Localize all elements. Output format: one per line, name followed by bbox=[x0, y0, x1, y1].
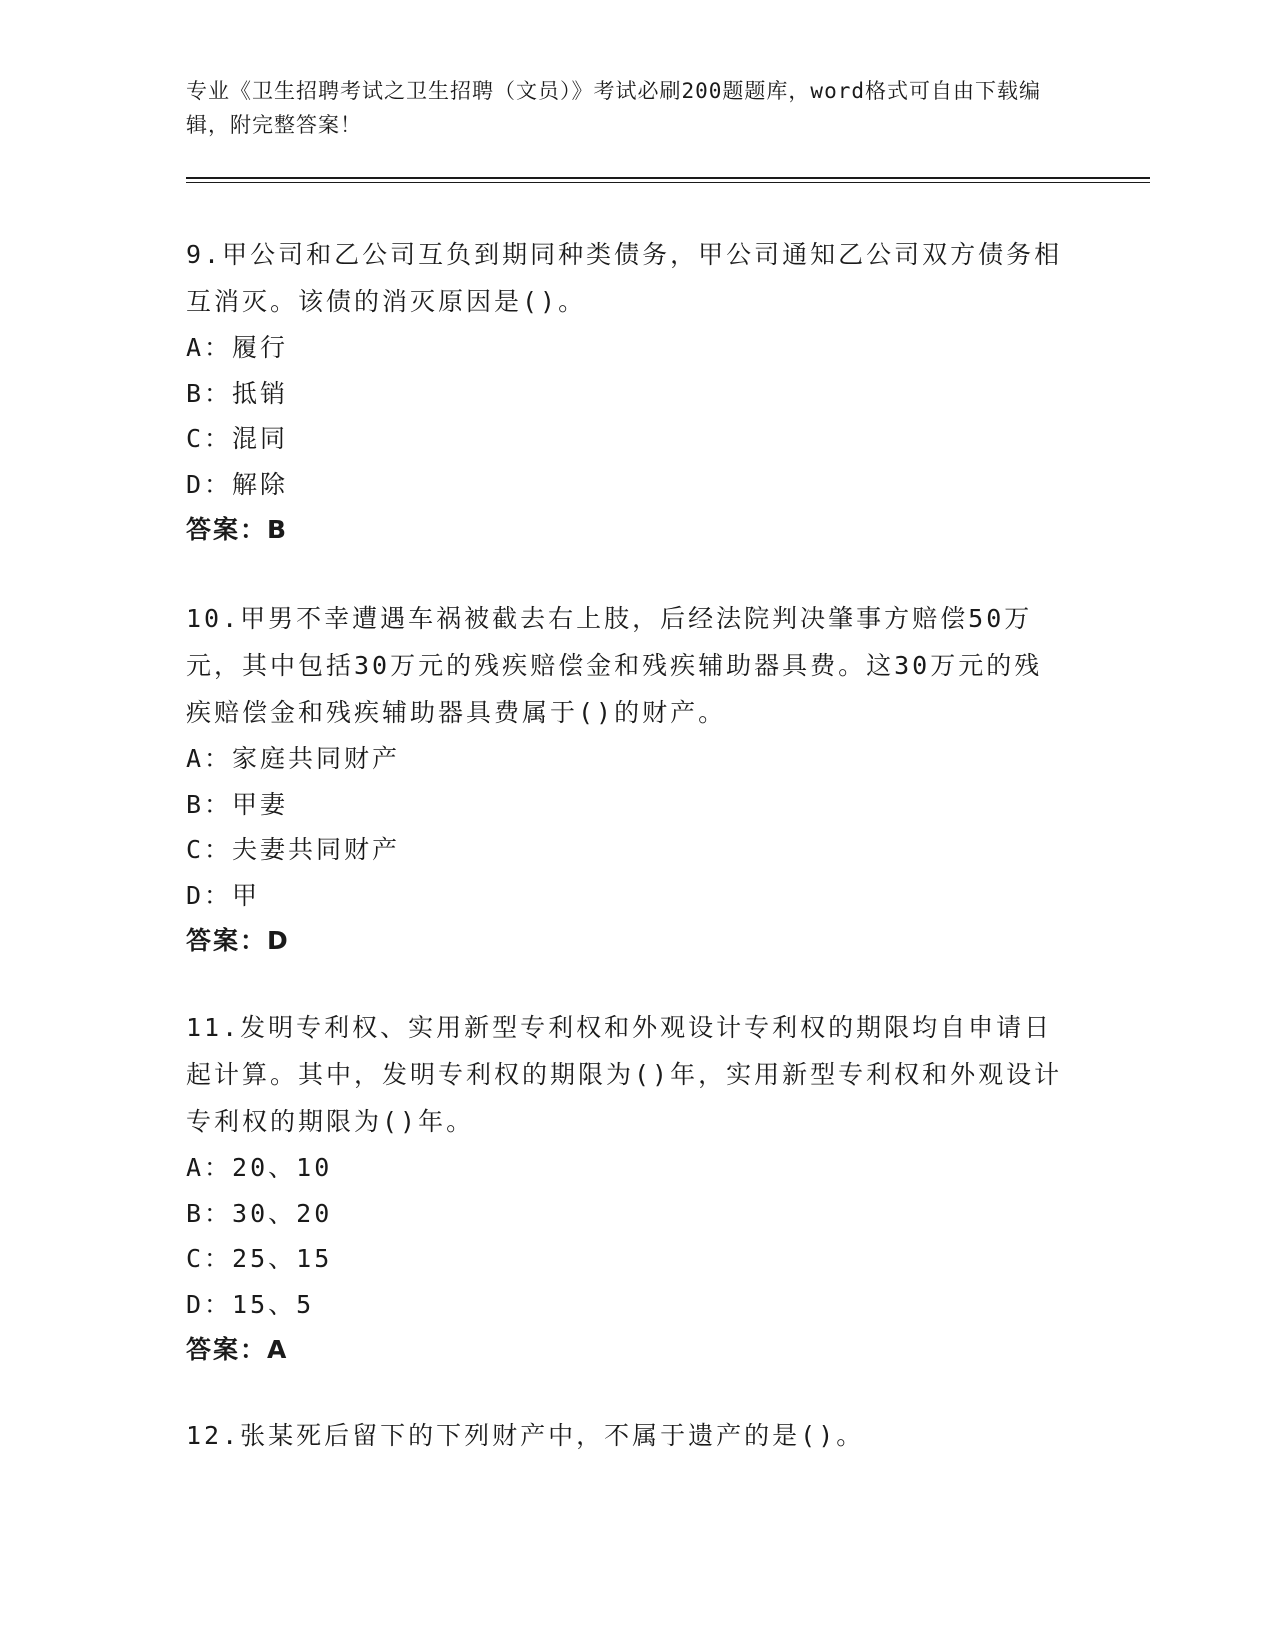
option-c: C：夫妻共同财产 bbox=[186, 835, 401, 864]
question-9 bbox=[186, 231, 1066, 553]
answer-line: 答案：A bbox=[186, 1335, 289, 1364]
question-11 bbox=[186, 1004, 1066, 1373]
option-b: B：30、20 bbox=[186, 1198, 333, 1228]
answer-line: 答案：B bbox=[186, 515, 289, 544]
option-d: D：甲 bbox=[186, 880, 261, 910]
question-stem: 11.发明专利权、实用新型专利权和外观设计专利权的期限均自申请日起计算。其中，发明专利权的期限为()年，实用新型专利权和外观设计专利权的期限为()年。 bbox=[186, 1013, 1063, 1136]
question-stem: 9.甲公司和乙公司互负到期同种类债务，甲公司通知乙公司双方债务相互消灭。该债的消灭原因是()。 bbox=[186, 240, 1063, 316]
option-c: C：混同 bbox=[186, 424, 289, 453]
option-a: A：20、10 bbox=[186, 1153, 333, 1182]
option-c: C：25、15 bbox=[186, 1244, 333, 1273]
option-d: D：15、5 bbox=[186, 1289, 315, 1319]
option-b: B：抵销 bbox=[186, 378, 289, 408]
option-b: B：甲妻 bbox=[186, 789, 289, 819]
question-10 bbox=[186, 595, 1066, 964]
header-divider-thick bbox=[186, 177, 1150, 179]
option-d: D：解除 bbox=[186, 469, 289, 499]
document-header: 专业《卫生招聘考试之卫生招聘（文员）》考试必刷200题题库，word格式可自由下载编辑，附完整答案！ bbox=[186, 79, 1041, 137]
question-12 bbox=[186, 1412, 1066, 1459]
question-stem: 10.甲男不幸遭遇车祸被截去右上肢，后经法院判决肇事方赔偿50万元，其中包括30万元的残疾赔偿金和残疾辅助器具费。这30万元的残疾赔偿金和残疾辅助器具费属于()的财产。 bbox=[186, 604, 1043, 727]
option-a: A：履行 bbox=[186, 333, 289, 362]
question-stem: 12.张某死后留下的下列财产中，不属于遗产的是()。 bbox=[186, 1421, 865, 1450]
option-a: A：家庭共同财产 bbox=[186, 744, 401, 773]
header-divider-thin bbox=[186, 182, 1150, 183]
answer-line: 答案：D bbox=[186, 926, 290, 955]
